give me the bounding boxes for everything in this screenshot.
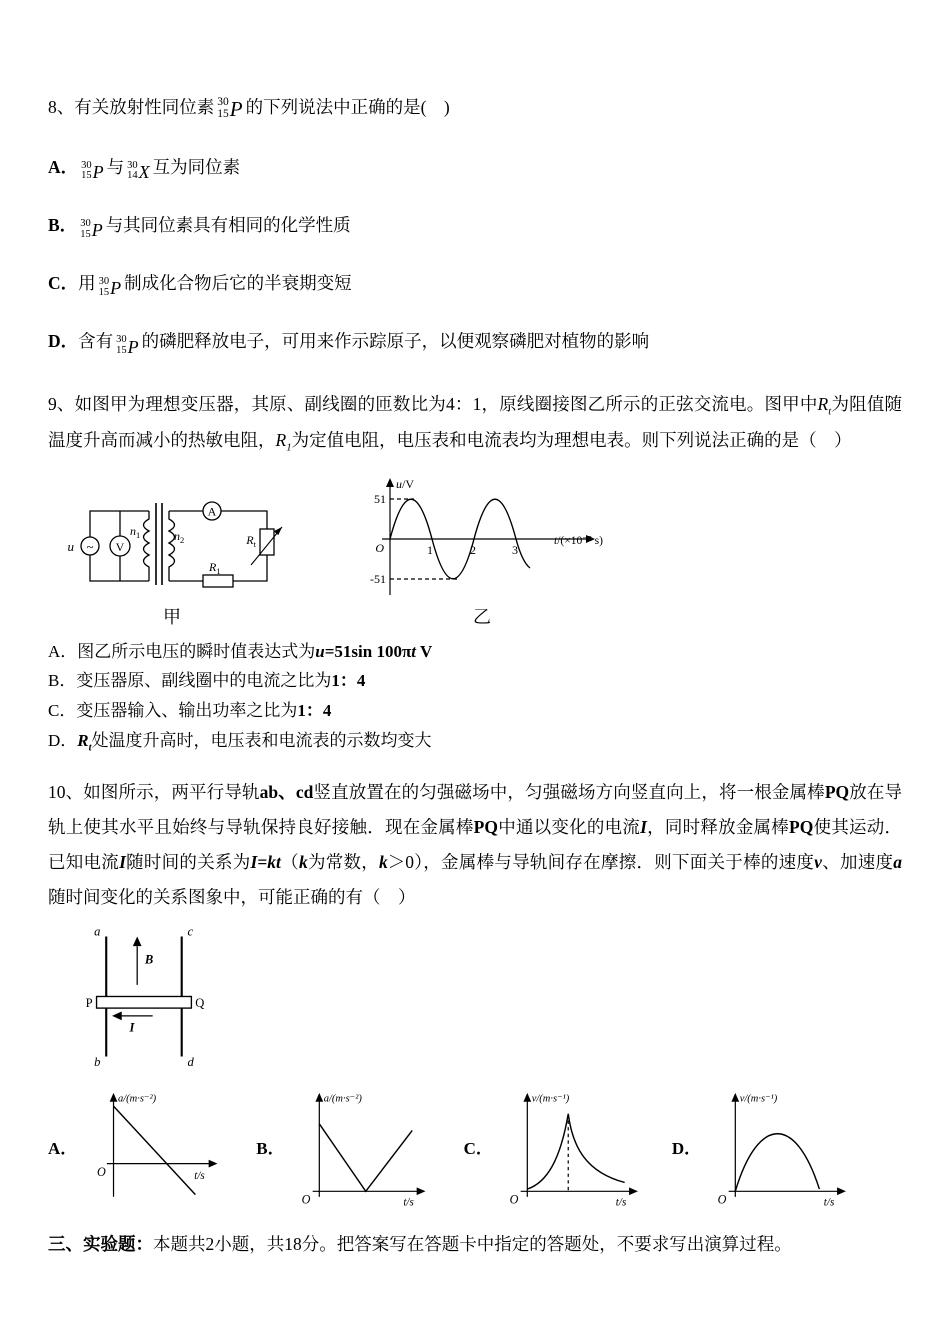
y-axis-label: v/(m·s⁻¹) (531, 1094, 570, 1106)
element-symbol: P (127, 336, 139, 357)
option-letter: A． (48, 1139, 78, 1159)
q9-circuit-panel (52, 483, 292, 629)
axes-and-curve (521, 1100, 632, 1197)
x-axis-arrowhead-icon (629, 1188, 638, 1196)
metal-bar (97, 997, 192, 1009)
q9-option-b: B．变压器原、副线圈中的电流之比为1：4 (48, 671, 366, 691)
mass-number: 30 (217, 96, 229, 109)
waveform-tick-1: 1 (427, 542, 433, 557)
mass-number: 30 (116, 334, 127, 346)
y-axis-label: a/(m·s⁻²) (323, 1094, 362, 1106)
waveform-ymax-label: 51 (374, 491, 386, 506)
option-text: 与其同位素具有相同的化学性质 (105, 214, 351, 235)
q9-stem: 9、如图甲为理想变压器，其原、副线圈的匝数比为4：1，原线圈接图乙所示的正弦交流电。图甲中$R_t$为阻值随温度升高而减小的热敏电阻，$R_1$为定值电阻，电压表和电流表均为理想电表。则下列说法正确的是（ ） (48, 393, 903, 454)
b-field-arrowhead-icon (133, 937, 142, 947)
q9-figure (52, 471, 902, 629)
ammeter-label: A (207, 504, 217, 519)
waveform-tick-2: 2 (470, 542, 476, 557)
y-axis-arrowhead-icon (386, 478, 394, 487)
x-axis-arrowhead-icon (837, 1188, 846, 1196)
option-text: 用 (78, 273, 96, 294)
atomic-number: 15 (116, 345, 127, 356)
atomic-number: 14 (127, 170, 138, 182)
option-text: 含有 (78, 331, 114, 352)
source-voltage-label: u (67, 538, 74, 554)
transformer-circuit-diagram (52, 483, 292, 601)
element-symbol: P (110, 278, 122, 299)
rail-label-b: b (94, 1055, 101, 1070)
waveform-y-axis-label: u/V (396, 476, 414, 491)
x-axis-arrowhead-icon (416, 1188, 425, 1196)
waveform-ymin-label: -51 (370, 571, 386, 586)
q10-graph-b (256, 1084, 437, 1209)
axes-and-curve (729, 1100, 840, 1197)
graph-b-v-shape (288, 1084, 438, 1209)
current-arrowhead-icon (112, 1012, 122, 1021)
y-axis-arrowhead-icon (523, 1093, 531, 1102)
option-letter: C． (463, 1139, 493, 1159)
curve (735, 1134, 819, 1192)
q10-graph-d (672, 1084, 854, 1209)
option-text: 与 (106, 156, 125, 177)
option-letter: D． (671, 1139, 702, 1159)
transformer-core-icon (156, 503, 162, 585)
mass-number: 30 (127, 159, 138, 171)
atomic-number: 15 (81, 170, 92, 182)
x-axis-label: t/s (615, 1197, 627, 1210)
thermistor-arrowhead-icon (274, 527, 282, 535)
rail-label-d: d (187, 1055, 194, 1070)
y-axis-arrowhead-icon (732, 1093, 740, 1102)
question-8 (48, 92, 902, 361)
secondary-turns-label: $n_2$ (174, 528, 185, 545)
option-text: 制成化合物后它的半衰期变短 (124, 273, 352, 294)
q10-option-graphs (48, 1084, 902, 1209)
resistor-r1-label: $R_1$ (209, 559, 221, 576)
q9-option-c: C．变压器输入、输出功率之比为1：4 (48, 701, 332, 721)
curve (319, 1124, 412, 1191)
q8-stem (48, 92, 902, 128)
q8-option-b (48, 212, 902, 244)
x-axis-label: t/s (823, 1197, 835, 1210)
secondary-coil-icon (169, 511, 175, 581)
mass-number: 30 (81, 159, 92, 171)
isotope-p-30-15 (217, 92, 242, 128)
atomic-number: 15 (98, 286, 110, 298)
element-symbol: P (229, 97, 243, 121)
q9-option-d: D．$R_t$处温度升高时，电压表和电流表的示数均变大 (48, 730, 432, 753)
y-axis-arrowhead-icon (315, 1093, 323, 1102)
axes-and-curve (312, 1100, 418, 1197)
figure-caption-jia: 甲 (163, 606, 181, 627)
q8-option-a (48, 154, 902, 186)
question-9 (48, 387, 902, 758)
origin-label: O (97, 1165, 107, 1180)
origin-label: O (717, 1192, 727, 1207)
element-symbol: P (91, 220, 103, 241)
isotope-p-30-15 (99, 275, 122, 302)
curve (527, 1114, 624, 1189)
thermistor-label: $R_t$ (246, 532, 256, 549)
option-letter: D． (48, 331, 79, 352)
option-letter: C． (48, 273, 79, 294)
q8-stem-text-post: 的下列说法中正确的是( ) (245, 97, 450, 118)
q9-option-a: A．图乙所示电压的瞬时值表达式为u=51sin 100πt V (48, 641, 433, 661)
current-label: I (129, 1020, 135, 1035)
bar-label-q: Q (195, 996, 205, 1011)
mass-number: 30 (80, 217, 91, 229)
section-3-header: 三、实验题：本题共2小题，共18分。把答案写在答题卡中指定的答题处，不要求写出演算过程。 (48, 1234, 792, 1255)
atomic-number: 15 (217, 107, 229, 120)
x-axis-arrowhead-icon (209, 1160, 218, 1168)
q8-option-c (48, 270, 902, 302)
voltage-waveform-graph (342, 471, 622, 601)
mass-number: 30 (98, 276, 110, 288)
waveform-x-axis-label: t/(×10⁻² s) (554, 534, 603, 547)
option-text: 的磷肥释放电子，可用来作示踪原子，以便观察磷肥对植物的影响 (141, 331, 650, 352)
option-letter: A． (48, 156, 79, 177)
graph-c-spike (496, 1084, 646, 1209)
y-axis-label: v/(m·s⁻¹) (739, 1094, 778, 1106)
isotope-p-30-15 (80, 217, 103, 244)
ac-tilde-label: ~ (86, 538, 94, 554)
option-text: 互为同位素 (152, 156, 241, 177)
q8-option-d (48, 328, 902, 360)
b-field-label: B (144, 952, 154, 967)
q10-graph-a (48, 1084, 230, 1209)
y-axis-label: a/(m·s⁻²) (118, 1094, 157, 1106)
resistor-r1-icon (203, 575, 233, 587)
primary-turns-label: $n_1$ (130, 523, 141, 540)
curve (114, 1106, 196, 1194)
x-axis-label: t/s (194, 1170, 205, 1183)
question-10 (48, 775, 902, 1209)
rails-and-bar (97, 937, 192, 1057)
origin-label: O (301, 1192, 311, 1207)
isotope-p-30-15 (116, 334, 139, 361)
axes-and-curve (107, 1100, 211, 1197)
figure-caption-yi: 乙 (473, 606, 491, 627)
x-axis-label: t/s (403, 1197, 414, 1210)
isotope-x-30-14 (127, 159, 150, 186)
atomic-number: 15 (80, 228, 91, 240)
q10-rails-figure (48, 921, 902, 1076)
graph-a-linear-crossing (80, 1084, 230, 1209)
q9-waveform-panel (342, 471, 622, 629)
bar-label-p: P (85, 996, 93, 1011)
q10-stem: 10、如图所示，两平行导轨ab、cd竖直放置在的匀强磁场中，匀强磁场方向竖直向上，将一根金属棒PQ放在导轨上使其水平且始终与导轨保持良好接触．现在金属棒PQ中通以变化的电流I，同时释放金属棒PQ使其运动．已知电流I随时间的关系为I=kt（k为常数，k＞0），金属棒与导轨间存在摩擦．则下面关于棒的速度v、加速度a随时间变化的关系图象中，可能正确的有（ ） (48, 782, 903, 908)
voltmeter-label: V (115, 539, 125, 554)
rail-label-a: a (94, 924, 101, 939)
primary-coil-icon (144, 511, 150, 581)
option-letter: B． (48, 214, 78, 235)
graph-d-dome (704, 1084, 854, 1209)
vertical-rails-diagram (48, 921, 208, 1071)
waveform-origin-label: O (375, 540, 384, 555)
isotope-p-30-15 (81, 159, 104, 186)
element-symbol: X (138, 161, 150, 182)
option-letter: B． (256, 1139, 285, 1159)
waveform-tick-3: 3 (512, 542, 518, 557)
q8-stem-text-pre: 8、有关放射性同位素 (48, 97, 215, 118)
y-axis-arrowhead-icon (110, 1093, 118, 1102)
rail-label-c: c (187, 924, 194, 939)
q10-graph-c (464, 1084, 646, 1209)
element-symbol: P (92, 161, 104, 182)
origin-label: O (509, 1192, 519, 1207)
